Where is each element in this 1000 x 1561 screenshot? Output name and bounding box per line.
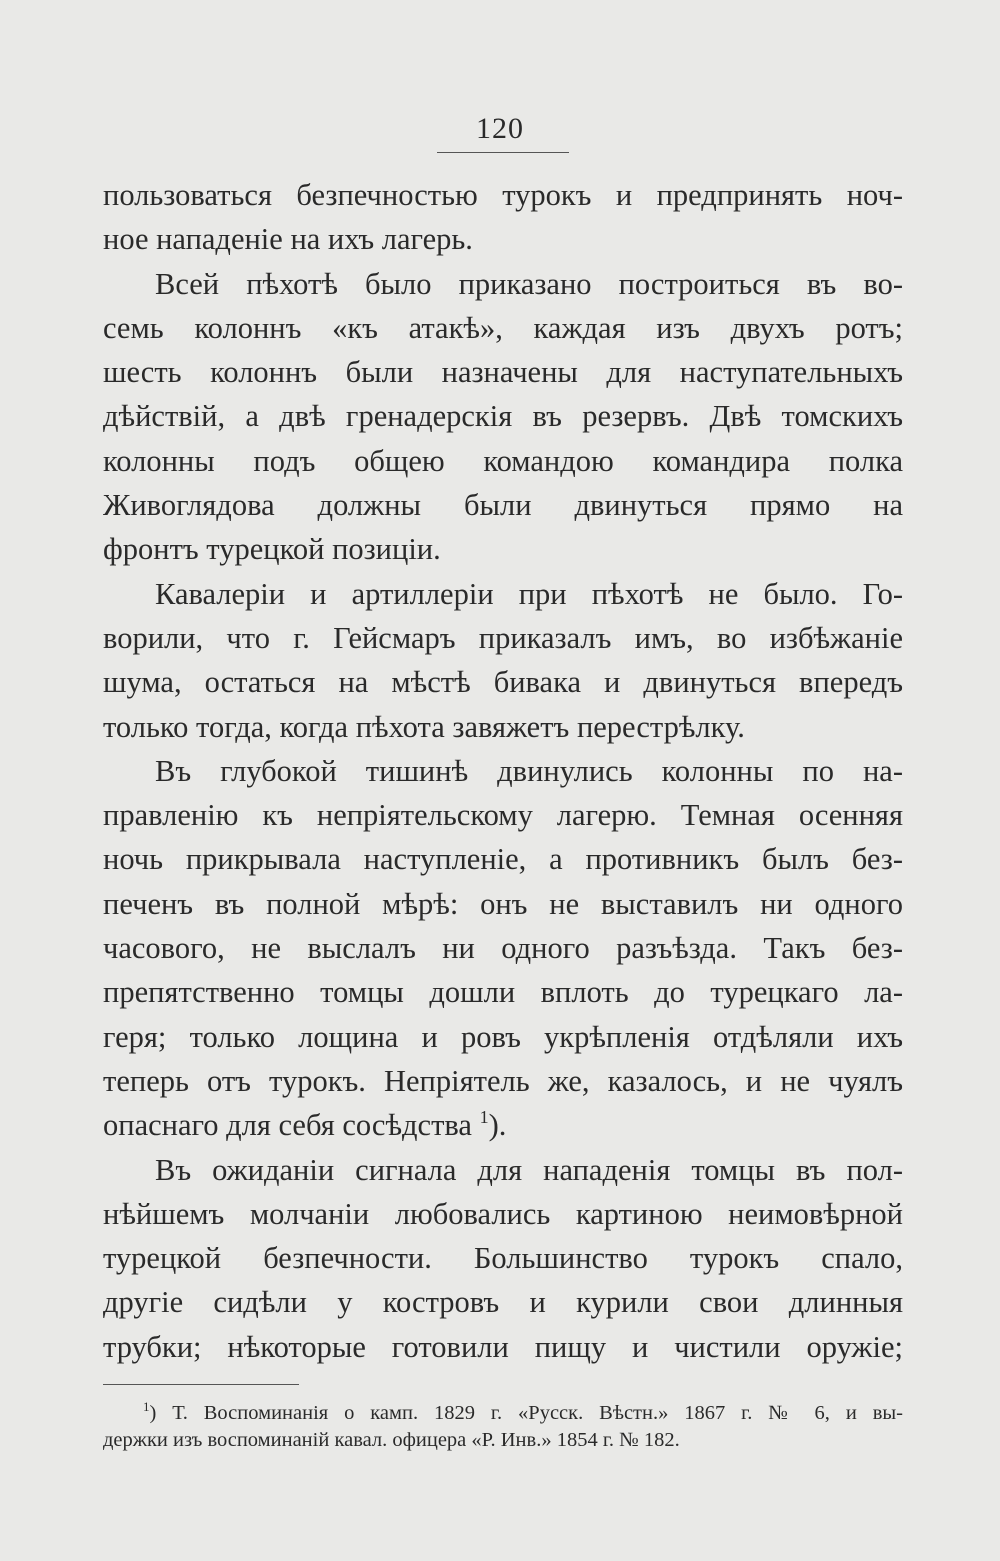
text-line: Въ ожиданiи сигнала для нападенiя томцы въ пол- [155, 1152, 903, 1187]
text-line: трубки; нѣкоторые готовили пищу и чистили оружiе; [103, 1329, 903, 1364]
footnote-marker: 1 [143, 1399, 150, 1414]
text-line: ворили, что г. Гейсмаръ приказалъ имъ, во избѣжанiе [103, 620, 903, 655]
text-line: другiе сидѣли у костровъ и курили свои длинныя [103, 1285, 903, 1320]
text-line: печенъ въ полной мѣрѣ: онъ не выставилъ ни одного [103, 886, 903, 921]
text-line: Въ глубокой тишинѣ двинулись колонны по на- [155, 753, 903, 788]
text-line [103, 1103, 903, 1147]
body-text [103, 173, 903, 1369]
text-line: колонны подъ общею командою командира полка [103, 443, 903, 478]
text-fragment: ). [488, 1108, 507, 1143]
text-fragment: опаснаго для себя сосѣдства [103, 1108, 472, 1143]
page-number: 120 [476, 112, 524, 145]
text-line: ное нападенiе на ихъ лагерь. [103, 222, 473, 257]
text-line: шума, остаться на мѣстѣ бивака и двинуться впередъ [103, 665, 903, 700]
text-line: теперь отъ турокъ. Непрiятель же, казалось, и не чуялъ [103, 1063, 903, 1098]
footnotes [103, 1400, 903, 1454]
text-line: только тогда, когда пѣхота завяжетъ перестрѣлку. [103, 709, 745, 744]
text-line: шесть колоннъ были назначены для наступательныхъ [103, 355, 903, 390]
footnote-rule [103, 1384, 299, 1385]
text-line: правленiю къ непрiятельскому лагерю. Темная осенняя [103, 798, 903, 833]
text-line: фронтъ турецкой позицiи. [103, 532, 441, 567]
text-line: геря; только лощина и ровъ укрѣпленiя отдѣляли ихъ [103, 1019, 903, 1054]
footnote-text: ) Т. Воспоминанiя о камп. 1829 г. «Русск. Вѣстн.» 1867 г. № 6, и вы- [149, 1402, 903, 1424]
text-line: ночь прикрывала наступленiе, а противникъ былъ без- [103, 842, 903, 877]
footnote-line [103, 1400, 903, 1427]
footnote-reference[interactable]: 1 [479, 1107, 489, 1128]
text-line: нѣйшемъ молчанiи любовались картиною неимовѣрной [103, 1196, 903, 1231]
footnote-line: держки изъ воспоминанiй кавал. офицера «Р. Инв.» 1854 г. № 182. [103, 1429, 680, 1451]
text-line: дѣйствiй, а двѣ гренадерскiя въ резервъ. Двѣ томскихъ [103, 399, 903, 434]
text-line: Кавалерiи и артиллерiи при пѣхотѣ не было. Го- [155, 576, 903, 611]
text-line: Всей пѣхотѣ было приказано построиться въ во- [155, 266, 903, 301]
text-line: пользоваться безпечностью турокъ и предпринять ноч- [103, 178, 903, 212]
text-line: часового, не выслалъ ни одного разъѣзда. Такъ без- [103, 931, 903, 966]
text-line: Живоглядова должны были двинуться прямо на [103, 488, 903, 523]
header-rule [437, 152, 569, 153]
text-line: семь колоннъ «къ атакѣ», каждая изъ двухъ ротъ; [103, 310, 903, 345]
text-line: препятственно томцы дошли вплоть до турецкаго ла- [103, 975, 903, 1010]
text-line: турецкой безпечности. Большинство турокъ спало, [103, 1241, 903, 1276]
